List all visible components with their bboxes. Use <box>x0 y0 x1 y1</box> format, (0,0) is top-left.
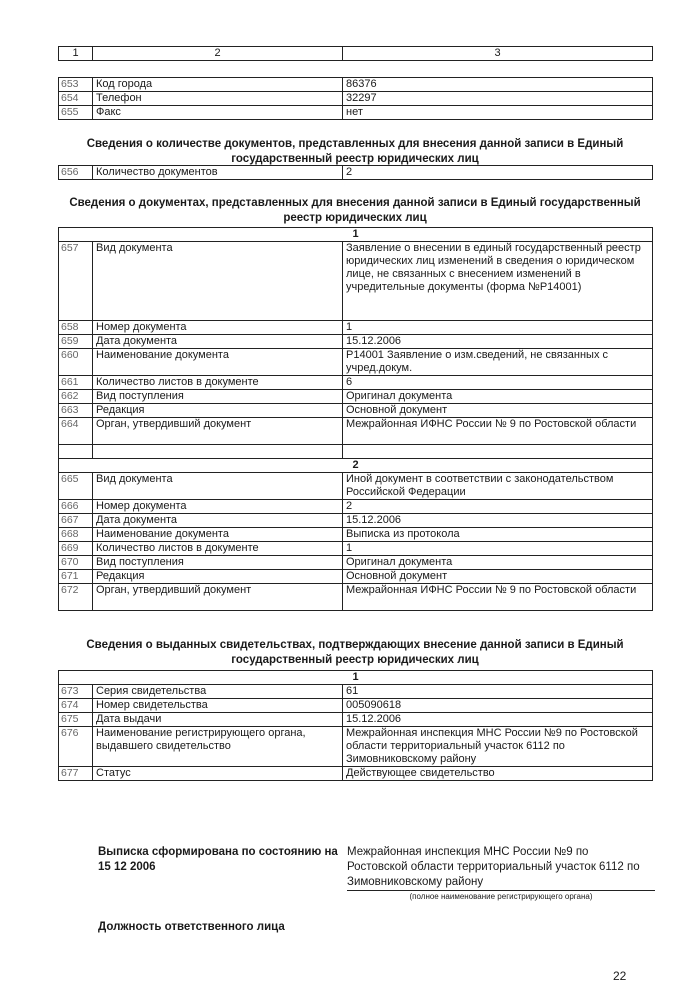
row-number: 666 <box>59 500 93 514</box>
row-label: Вид поступления <box>93 390 343 404</box>
row-value: Р14001 Заявление о изм.сведений, не связанных с учред.докум. <box>343 349 653 376</box>
row-label: Редакция <box>93 404 343 418</box>
row-label: Факс <box>93 106 343 120</box>
row-value: 1 <box>343 321 653 335</box>
column-header-1: 1 <box>59 47 93 61</box>
row-value: 86376 <box>343 78 653 92</box>
heading-line: реестр юридических лиц <box>283 212 427 224</box>
row-value: 61 <box>343 685 653 699</box>
row-number: 674 <box>59 699 93 713</box>
documents-table <box>58 227 653 611</box>
table-row <box>59 418 653 445</box>
row-number: 672 <box>59 584 93 611</box>
table-row <box>59 106 653 120</box>
column-header-3: 3 <box>343 47 653 61</box>
doc-index-row <box>59 228 653 242</box>
row-label: Наименование документа <box>93 349 343 376</box>
row-value: Иной документ в соответствии с законодательством Российской Федерации <box>343 473 653 500</box>
table-row <box>59 727 653 767</box>
row-number: 662 <box>59 390 93 404</box>
row-label: Статус <box>93 767 343 781</box>
table-row <box>59 92 653 106</box>
row-value: Основной документ <box>343 404 653 418</box>
row-value: Выписка из протокола <box>343 528 653 542</box>
authority-line: Межрайонная инспекция МНС России №9 по <box>347 846 589 858</box>
row-number: 661 <box>59 376 93 390</box>
heading-line: Сведения о выданных свидетельствах, подтверждающих внесение данной записи в Единый <box>86 639 624 651</box>
row-label: Номер документа <box>93 500 343 514</box>
row-value: 32297 <box>343 92 653 106</box>
section-heading-certificates <box>40 638 670 668</box>
row-value: Межрайонная ИФНС России № 9 по Ростовской области <box>343 418 653 445</box>
row-value: Межрайонная ИФНС России № 9 по Ростовской области <box>343 584 653 611</box>
section-heading-documents <box>40 196 670 226</box>
row-number: 671 <box>59 570 93 584</box>
table-row <box>59 404 653 418</box>
authority-underline <box>347 890 655 891</box>
extract-date-statement <box>98 845 348 875</box>
row-label: Номер документа <box>93 321 343 335</box>
row-label: Номер свидетельства <box>93 699 343 713</box>
row-label: Дата документа <box>93 335 343 349</box>
doc-index: 1 <box>59 228 653 242</box>
table-row <box>59 473 653 500</box>
table-row <box>59 685 653 699</box>
row-number: 670 <box>59 556 93 570</box>
spacer-cell <box>343 445 653 459</box>
doc-index-row <box>59 459 653 473</box>
contacts-table <box>58 77 653 120</box>
row-value: 005090618 <box>343 699 653 713</box>
row-value: 15.12.2006 <box>343 335 653 349</box>
row-label: Орган, утвердивший документ <box>93 418 343 445</box>
row-number: 676 <box>59 727 93 767</box>
row-value: нет <box>343 106 653 120</box>
column-header-table <box>58 46 653 61</box>
row-label: Телефон <box>93 92 343 106</box>
row-label: Серия свидетельства <box>93 685 343 699</box>
table-row <box>59 699 653 713</box>
table-row <box>59 376 653 390</box>
row-value: Оригинал документа <box>343 556 653 570</box>
row-value: Действующее свидетельство <box>343 767 653 781</box>
authority-line: Ростовской области территориальный участок 6112 по <box>347 861 640 873</box>
row-label: Орган, утвердивший документ <box>93 584 343 611</box>
row-label: Наименование документа <box>93 528 343 542</box>
heading-line: Сведения о количестве документов, представленных для внесения данной записи в Единый <box>86 138 624 150</box>
table-row <box>59 713 653 727</box>
row-label: Количество листов в документе <box>93 542 343 556</box>
row-value: 1 <box>343 542 653 556</box>
row-number: 667 <box>59 514 93 528</box>
table-row <box>59 78 653 92</box>
table-row <box>59 242 653 321</box>
table-row <box>59 390 653 404</box>
table-row <box>59 542 653 556</box>
spacer-row <box>59 445 653 459</box>
spacer-cell <box>93 445 343 459</box>
table-row <box>59 514 653 528</box>
table-row <box>59 349 653 376</box>
section-heading-docs-count <box>40 137 670 167</box>
row-value: Оригинал документа <box>343 390 653 404</box>
responsible-position-label: Должность ответственного лица <box>98 921 285 933</box>
extract-date-value: 15 12 2006 <box>98 861 156 873</box>
cert-index-row <box>59 671 653 685</box>
table-row <box>59 500 653 514</box>
row-number: 653 <box>59 78 93 92</box>
row-number: 677 <box>59 767 93 781</box>
spacer-cell <box>59 445 93 459</box>
table-row <box>59 556 653 570</box>
authority-line: Зимовниковскому району <box>347 876 484 888</box>
registering-authority <box>347 845 657 890</box>
heading-line: государственный реестр юридических лиц <box>231 153 479 165</box>
row-value: 2 <box>343 166 653 180</box>
row-label: Вид поступления <box>93 556 343 570</box>
table-row <box>59 584 653 611</box>
row-number: 658 <box>59 321 93 335</box>
doc-index: 2 <box>59 459 653 473</box>
row-value: 15.12.2006 <box>343 514 653 528</box>
row-value: 2 <box>343 500 653 514</box>
row-number: 668 <box>59 528 93 542</box>
row-value: 6 <box>343 376 653 390</box>
page-number: 22 <box>613 969 627 983</box>
row-label: Код города <box>93 78 343 92</box>
row-label: Вид документа <box>93 242 343 321</box>
extract-date-label: Выписка сформирована по состоянию на <box>98 846 338 858</box>
table-row <box>59 767 653 781</box>
row-number: 669 <box>59 542 93 556</box>
table-row <box>59 570 653 584</box>
certificates-table <box>58 670 653 781</box>
table-row <box>59 321 653 335</box>
row-number: 654 <box>59 92 93 106</box>
row-value: 15.12.2006 <box>343 713 653 727</box>
row-number: 655 <box>59 106 93 120</box>
row-number: 673 <box>59 685 93 699</box>
row-value: Основной документ <box>343 570 653 584</box>
row-number: 665 <box>59 473 93 500</box>
row-number: 664 <box>59 418 93 445</box>
heading-line: государственный реестр юридических лиц <box>231 654 479 666</box>
row-label: Количество документов <box>93 166 343 180</box>
row-label: Дата выдачи <box>93 713 343 727</box>
row-label: Редакция <box>93 570 343 584</box>
row-number: 657 <box>59 242 93 321</box>
table-row <box>59 166 653 180</box>
authority-caption: (полное наименование регистрирующего органа) <box>409 892 593 901</box>
row-label: Вид документа <box>93 473 343 500</box>
row-label: Наименование регистрирующего органа, выдавшего свидетельство <box>93 727 343 767</box>
row-value: Межрайонная инспекция МНС России №9 по Ростовской области территориальный участок 6112 по Зимовниковскому району <box>343 727 653 767</box>
row-number: 660 <box>59 349 93 376</box>
cert-index: 1 <box>59 671 653 685</box>
row-value: Заявление о внесении в единый государственный реестр юридических лиц изменений в сведения о юридическом лице, не связанных с внесением изменений в учредительные документы (форма №Р14001) <box>343 242 653 321</box>
table-row <box>59 528 653 542</box>
heading-line: Сведения о документах, представленных для внесения данной записи в Единый государственный <box>69 197 641 209</box>
row-label: Дата документа <box>93 514 343 528</box>
row-number: 675 <box>59 713 93 727</box>
row-number: 656 <box>59 166 93 180</box>
row-number: 663 <box>59 404 93 418</box>
row-number: 659 <box>59 335 93 349</box>
table-row <box>59 335 653 349</box>
docs-count-table <box>58 165 653 180</box>
row-label: Количество листов в документе <box>93 376 343 390</box>
column-header-2: 2 <box>93 47 343 61</box>
